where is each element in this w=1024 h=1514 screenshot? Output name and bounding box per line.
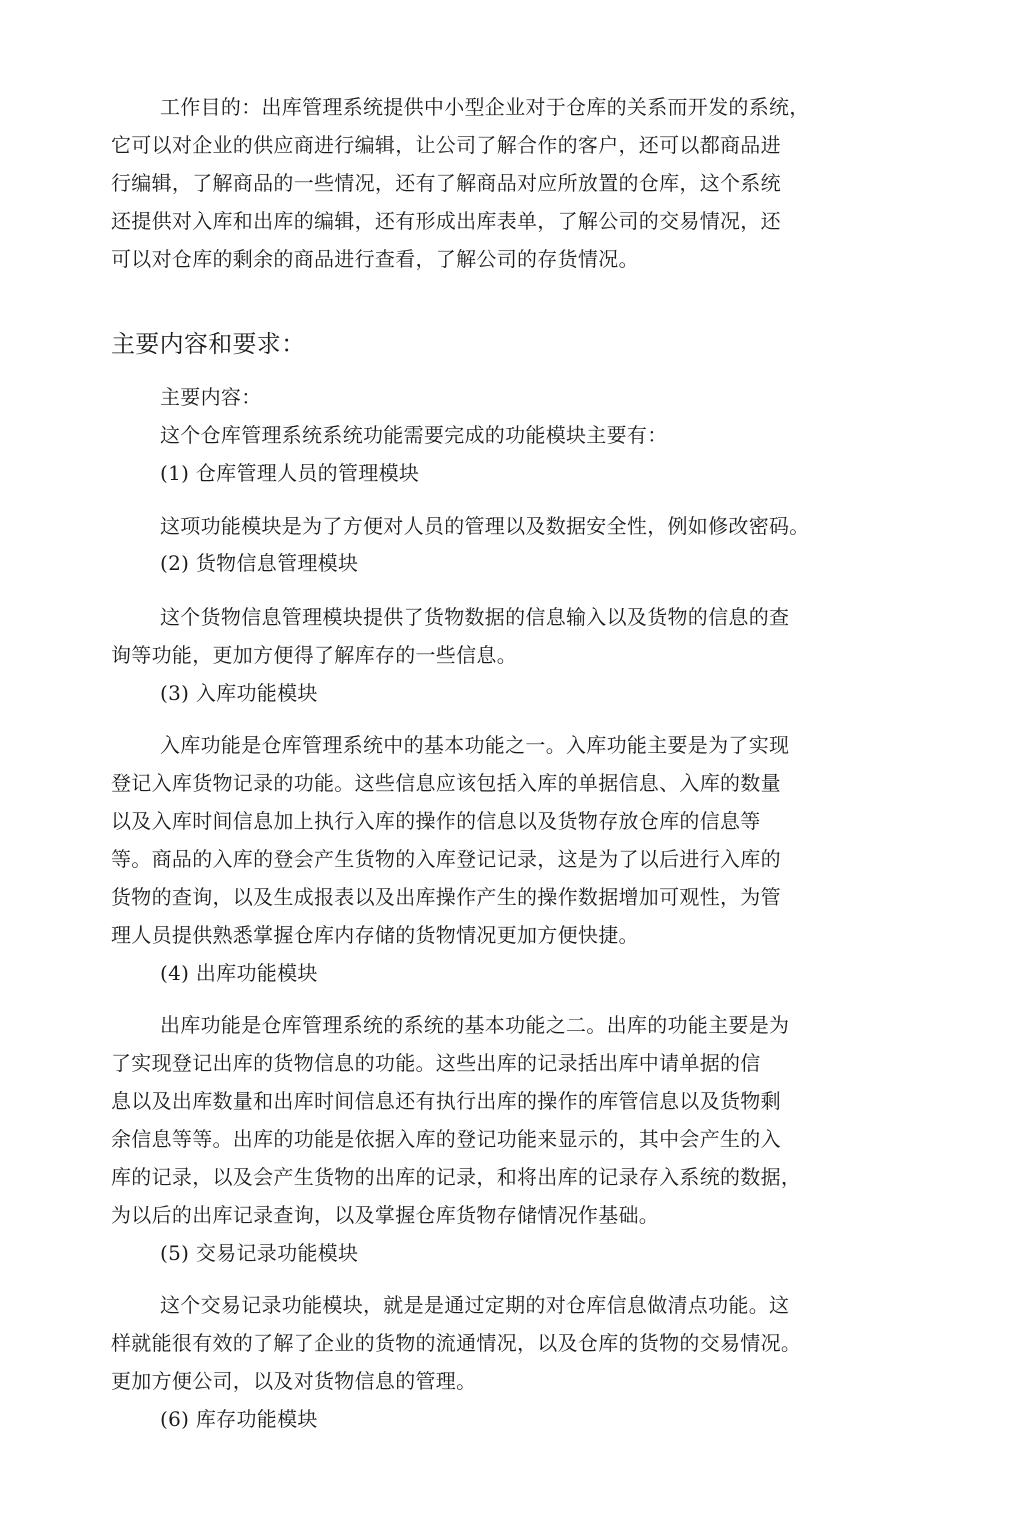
module-paragraph-line: 货物的查询，以及生成报表以及出库操作产生的操作数据增加可观性，为管 <box>111 885 781 909</box>
module-paragraph-line: 这个交易记录功能模块，就是是通过定期的对仓库信息做清点功能。这 <box>160 1293 790 1317</box>
module-paragraph-line: 这个货物信息管理模块提供了货物数据的信息输入以及货物的信息的查 <box>160 605 790 629</box>
module-paragraph-line: 为以后的出库记录查询，以及掌握仓库货物存储情况作基础。 <box>111 1203 660 1227</box>
module-title: (4) 出库功能模块 <box>160 961 318 985</box>
module-paragraph-line: 入库功能是仓库管理系统中的基本功能之一。入库功能主要是为了实现 <box>160 733 790 757</box>
module-paragraph-line: 登记入库货物记录的功能。这些信息应该包括入库的单据信息、入库的数量 <box>111 771 781 795</box>
module-paragraph-line: 样就能很有效的了解了企业的货物的流通情况，以及仓库的货物的交易情况。 <box>111 1331 802 1355</box>
module-paragraph-line: 库的记录，以及会产生货物的出库的记录，和将出库的记录存入系统的数据， <box>111 1165 802 1189</box>
module-paragraph-line: 余信息等等。出库的功能是依据入库的登记功能来显示的，其中会产生的入 <box>111 1127 781 1151</box>
purpose-line: 它可以对企业的供应商进行编辑，让公司了解合作的客户，还可以都商品进 <box>111 133 781 157</box>
purpose-line: 还提供对入库和出库的编辑，还有形成出库表单，了解公司的交易情况，还 <box>111 209 781 233</box>
module-paragraph-line: 息以及出库数量和出库时间信息还有执行出库的操作的库管信息以及货物剩 <box>111 1089 781 1113</box>
module-title: (6) 库存功能模块 <box>160 1407 318 1431</box>
purpose-line: 工作目的：出库管理系统提供中小型企业对于仓库的关系而开发的系统， <box>160 95 810 119</box>
module-paragraph-line: 更加方便公司，以及对货物信息的管理。 <box>111 1369 477 1393</box>
module-title: (2) 货物信息管理模块 <box>160 551 359 575</box>
section-heading: 主要内容和要求： <box>111 330 306 358</box>
purpose-line: 可以对仓库的剩余的商品进行查看，了解公司的存货情况。 <box>111 247 639 271</box>
module-paragraph-line: 这项功能模块是为了方便对人员的管理以及数据安全性，例如修改密码。 <box>160 514 810 538</box>
module-paragraph-line: 以及入库时间信息加上执行入库的操作的信息以及货物存放仓库的信息等 <box>111 809 761 833</box>
module-paragraph-line: 了实现登记出库的货物信息的功能。这些出库的记录括出库中请单据的信 <box>111 1051 761 1075</box>
module-paragraph-line: 询等功能，更加方便得了解库存的一些信息。 <box>111 643 517 667</box>
module-title: (3) 入库功能模块 <box>160 681 318 705</box>
modules-intro: 这个仓库管理系统系统功能需要完成的功能模块主要有： <box>160 423 668 447</box>
module-paragraph-line: 出库功能是仓库管理系统的系统的基本功能之二。出库的功能主要是为 <box>160 1013 790 1037</box>
main-content-label: 主要内容： <box>160 385 262 409</box>
module-paragraph-line: 等。商品的入库的登会产生货物的入库登记记录，这是为了以后进行入库的 <box>111 847 781 871</box>
module-paragraph-line: 理人员提供熟悉掌握仓库内存储的货物情况更加方便快捷。 <box>111 923 639 947</box>
module-title: (1) 仓库管理人员的管理模块 <box>160 461 420 485</box>
module-title: (5) 交易记录功能模块 <box>160 1241 359 1265</box>
purpose-line: 行编辑，了解商品的一些情况，还有了解商品对应所放置的仓库，这个系统 <box>111 171 781 195</box>
